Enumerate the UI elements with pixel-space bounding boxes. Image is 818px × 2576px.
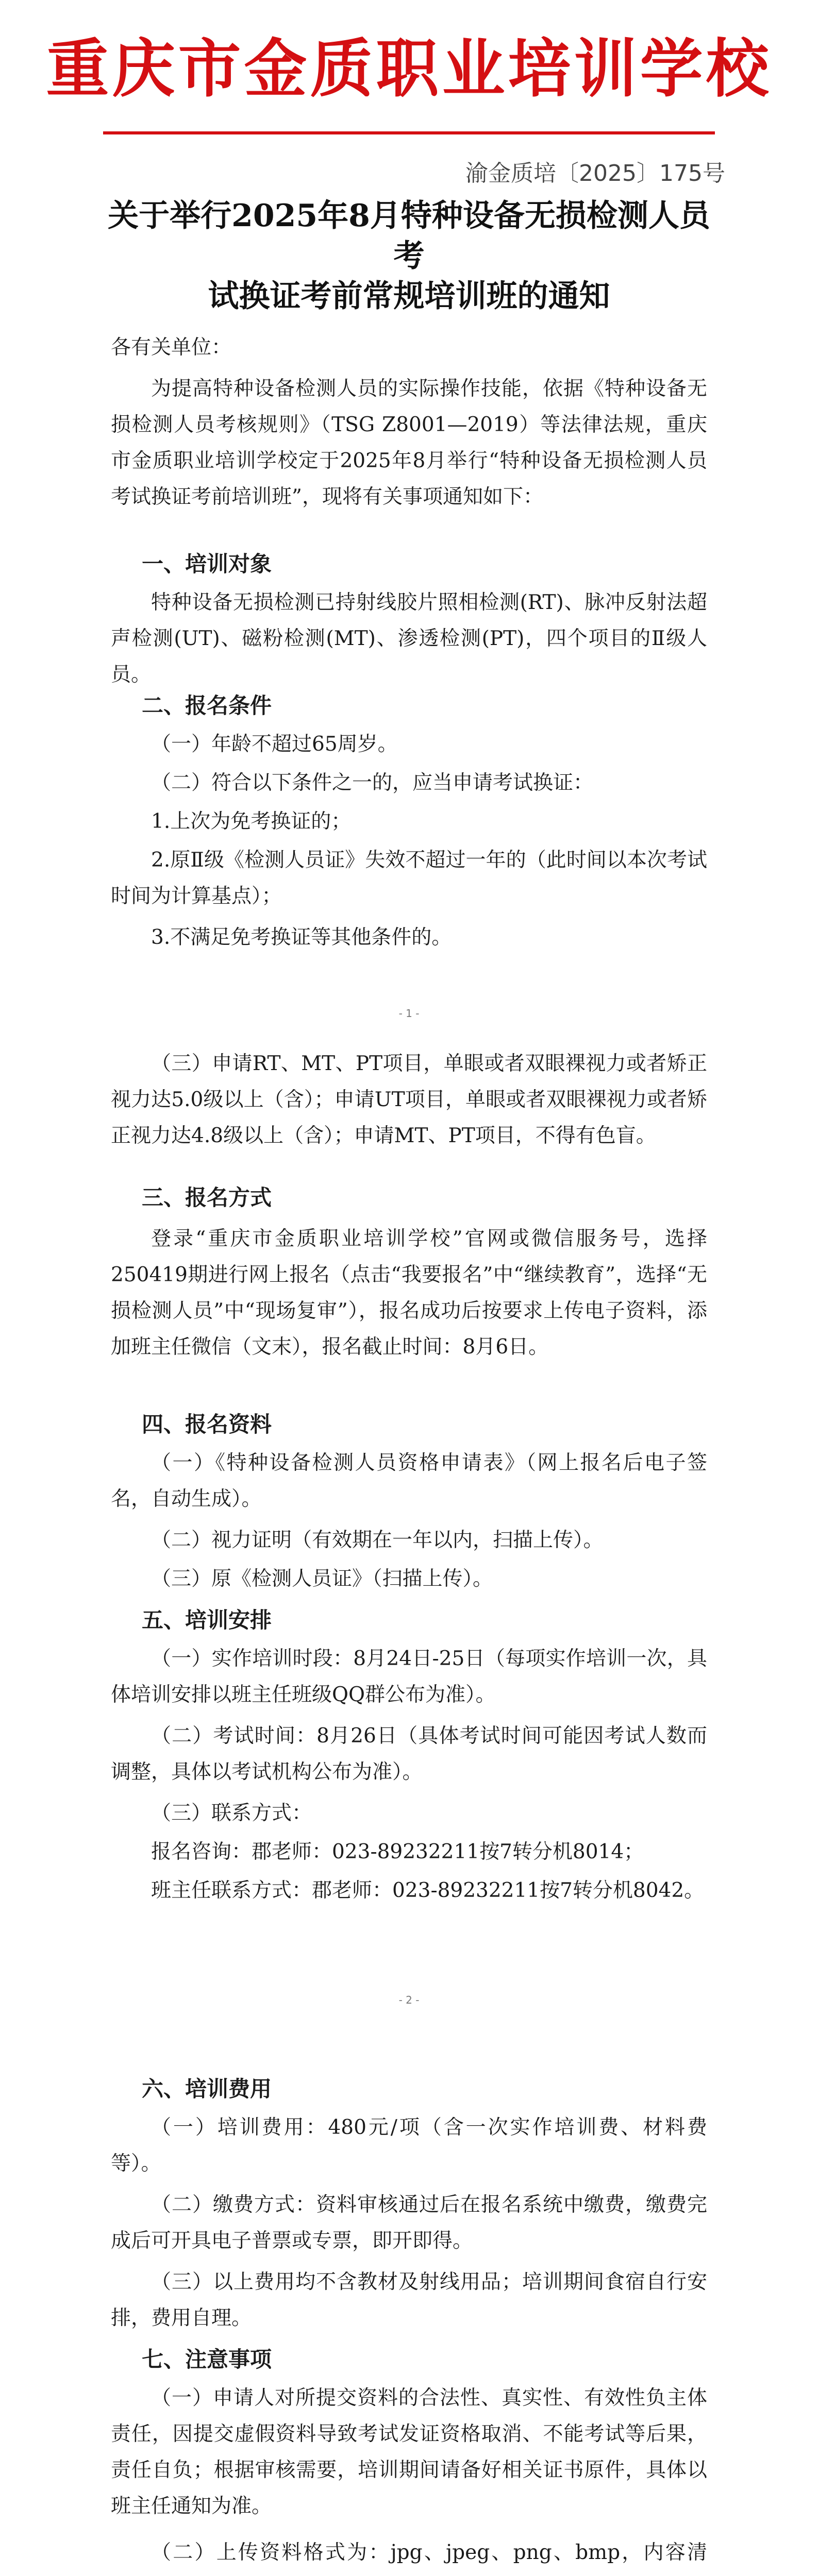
- section-2-item-2: （二）符合以下条件之一的，应当申请考试换证：: [151, 771, 594, 794]
- page-number-1: - 1 -: [398, 1007, 420, 1020]
- section-2-title: 二、报名条件: [142, 693, 272, 718]
- section-5-item-1: （一）实作培训时段：8月24日-25日（每项实作培训一次，具体培训安排以班主任班级QQ群公布为准）。: [111, 1647, 707, 1706]
- section-5-item-2: （二）考试时间：8月26日（具体考试时间可能因考试人数而调整，具体以考试机构公布为准）。: [111, 1724, 707, 1784]
- section-5-title: 五、培训安排: [142, 1607, 272, 1633]
- page-number-2: - 2 -: [398, 1994, 420, 2006]
- section-1-body: 特种设备无损检测已持射线胶片照相检测(RT)、脉冲反射法超声检测(UT)、磁粉检测(MT)、渗透检测(PT)，四个项目的Ⅱ级人员。: [111, 591, 707, 686]
- section-7-item-3: [111, 2573, 707, 2576]
- section-7-item-1: （一）申请人对所提交资料的合法性、真实性、有效性负主体责任，因提交虚假资料导致考试发证资格取消、不能考试等后果，责任自负；根据审核需要，培训期间请备好相关证书原件，具体以班主任通知为准。: [111, 2386, 707, 2518]
- intro-paragraph: 为提高特种设备检测人员的实际操作技能，依据《特种设备无损检测人员考核规则》（TSG Z8001—2019）等法律法规，重庆市金质职业培训学校定于2025年8月举行“特种设备无损检测人员考试换证考前培训班”，现将有关事项通知如下：: [111, 377, 707, 509]
- section-7-item-2: （二）上传资料格式为：jpg、jpeg、png、bmp，内容清: [151, 2541, 707, 2564]
- doc-number: 渝金质培〔2025〕175号: [465, 160, 725, 187]
- notice-title: [98, 196, 720, 316]
- section-2-sub-1: 1.上次为免考换证的；: [151, 810, 352, 833]
- section-2-item-3: （三）申请RT、MT、PT项目，单眼或者双眼裸视力或者矫正视力达5.0级以上（含）；申请UT项目，单眼或者双眼裸视力或者矫正视力达4.8级以上（含）；申请MT、PT项目，不得有色盲。: [111, 1052, 707, 1147]
- section-7-title: 七、注意事项: [142, 2347, 272, 2372]
- section-6-item-3: （三）以上费用均不含教材及射线用品；培训期间食宿自行安排，费用自理。: [111, 2270, 707, 2330]
- section-4-item-3: （三）原《检测人员证》（扫描上传）。: [151, 1567, 493, 1590]
- section-4-title: 四、报名资料: [142, 1412, 272, 1437]
- section-2-sub-2: 2.原Ⅱ级《检测人员证》失效不超过一年的（此时间以本次考试时间为计算基点）；: [111, 849, 707, 908]
- section-2-item-1: （一）年龄不超过65周岁。: [151, 733, 398, 756]
- title-line-1: 关于举行2025年8月特种设备无损检测人员考: [108, 198, 710, 274]
- section-5-item-3: （三）联系方式：: [151, 1802, 312, 1825]
- contact-class-teacher: 班主任联系方式：郡老师：023-89232211按7转分机8042。: [151, 1879, 705, 1902]
- title-line-2: 试换证考前常规培训班的通知: [208, 278, 610, 314]
- salutation: 各有关单位：: [111, 336, 232, 359]
- section-4-item-1: （一）《特种设备检测人员资格申请表》（网上报名后电子签名，自动生成）。: [111, 1451, 707, 1511]
- section-2-sub-3: 3.不满足免考换证等其他条件的。: [151, 926, 452, 949]
- contact-registration: 报名咨询：郡老师：023-89232211按7转分机8014；: [151, 1840, 644, 1863]
- section-3-body: 登录“重庆市金质职业培训学校”官网或微信服务号，选择250419期进行网上报名（点击“我要报名”中“继续教育”，选择“无损检测人员”中“现场复审”），报名成功后按要求上传电子资料，添加班主任微信（文末），报名截止时间：8月6日。: [111, 1227, 707, 1359]
- header-divider: [103, 131, 715, 134]
- org-masthead: 重庆市金质职业培训学校: [46, 31, 772, 106]
- section-6-item-1: （一）培训费用：480元/项（含一次实作培训费、材料费等）。: [111, 2116, 707, 2175]
- section-4-item-2: （二）视力证明（有效期在一年以内，扫描上传）。: [151, 1529, 604, 1552]
- section-1-title: 一、培训对象: [142, 551, 272, 577]
- section-6-item-2: （二）缴费方式：资料审核通过后在报名系统中缴费，缴费完成后可开具电子普票或专票，即开即得。: [111, 2193, 707, 2252]
- section-6-title: 六、培训费用: [142, 2076, 272, 2102]
- section-3-title: 三、报名方式: [142, 1185, 272, 1210]
